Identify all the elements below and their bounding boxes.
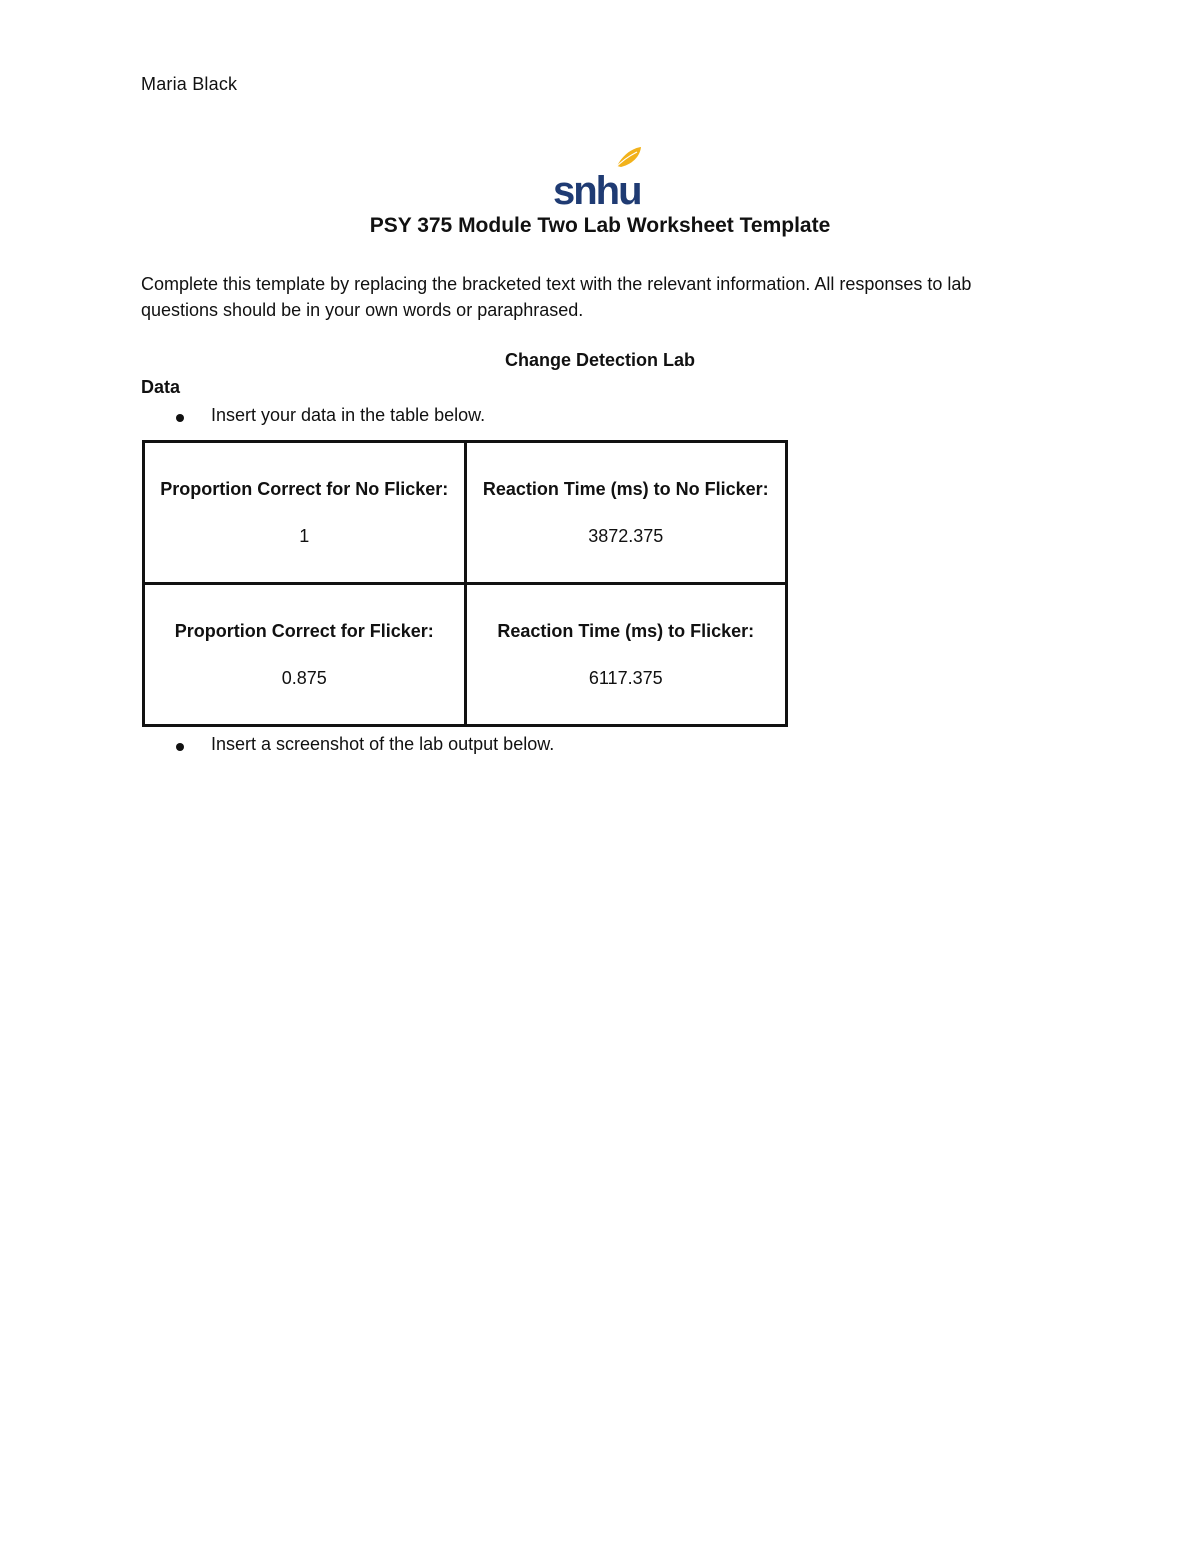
instructions-paragraph: Complete this template by replacing the bracketed text with the relevant information. All responses to lab questions should be in your own words or paraphrased. — [141, 274, 972, 320]
svg-text:snhu: snhu — [553, 169, 641, 210]
bullet-text: Insert your data in the table below. — [211, 405, 486, 425]
snhu-logo — [545, 144, 655, 210]
table-cell — [144, 584, 466, 726]
table-cell — [465, 584, 787, 726]
table-row — [144, 442, 787, 584]
table-cell — [465, 442, 787, 584]
snhu-logo-icon — [545, 144, 655, 210]
cell-value: 0.875 — [281, 667, 327, 688]
bullet-item — [141, 734, 741, 760]
cell-label: Reaction Time (ms) to No Flicker: — [482, 478, 769, 499]
author-name: Maria Black — [141, 74, 238, 94]
bullet-dot-icon — [176, 414, 184, 422]
data-table — [142, 440, 788, 727]
bullet-text: Insert a screenshot of the lab output below. — [211, 734, 555, 754]
cell-value: 6117.375 — [588, 667, 663, 688]
table-row — [144, 584, 787, 726]
cell-label: Reaction Time (ms) to Flicker: — [497, 620, 755, 641]
table-cell — [144, 442, 466, 584]
cell-value: 1 — [299, 525, 310, 546]
cell-label: Proportion Correct for Flicker: — [174, 620, 434, 641]
bullet-dot-icon — [176, 743, 184, 751]
section-heading-data: Data — [141, 377, 181, 397]
lab-heading: Change Detection Lab — [504, 350, 696, 370]
cell-value: 3872.375 — [588, 525, 664, 546]
cell-label: Proportion Correct for No Flicker: — [160, 478, 449, 499]
bullet-item — [141, 405, 741, 431]
document-title: PSY 375 Module Two Lab Worksheet Template — [369, 214, 831, 237]
